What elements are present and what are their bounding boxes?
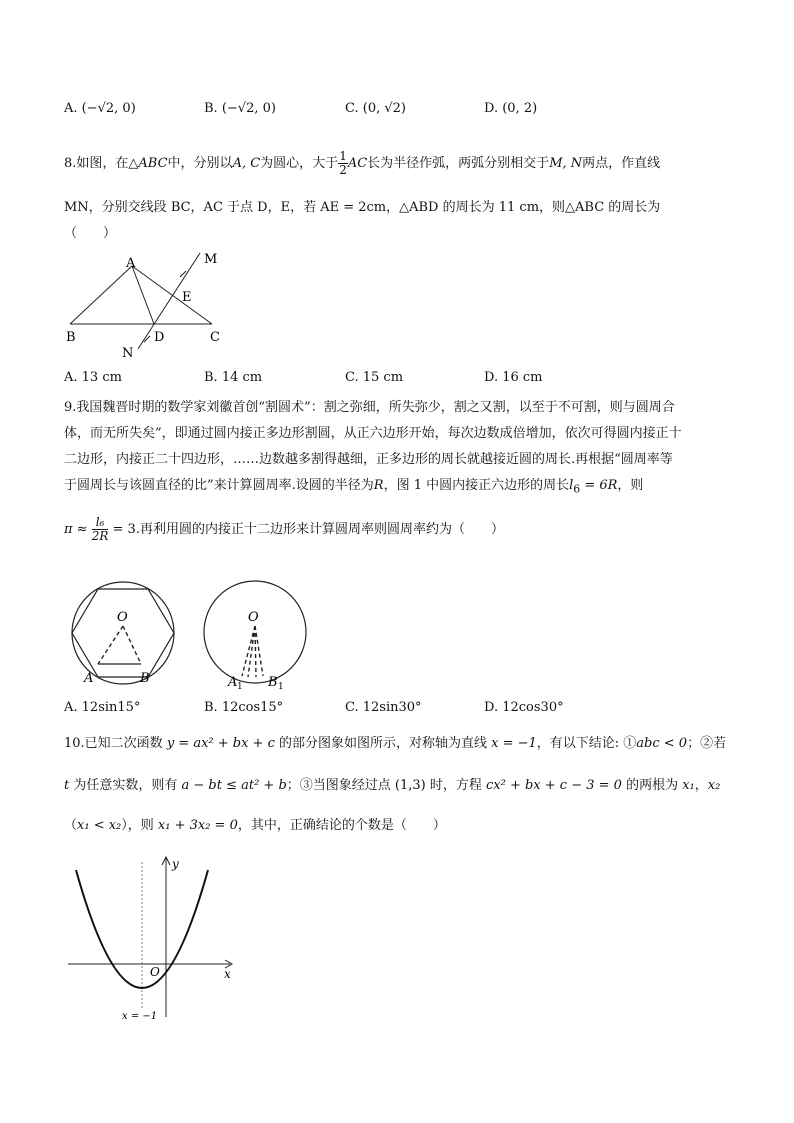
q9-stem-line4: 于圆周长与该圆直径的比”来计算圆周率.设圆的半径为R，图 1 中圆内接正六边形的周长$l_6 = 6R$，则	[64, 478, 644, 496]
q10-graph-label-x: x	[224, 967, 231, 981]
q10-stem-line1: 10.已知二次函数 y = ax² + bx + c 的部分图象如图所示，对称轴为直线 x = −1，有以下结论: ①abc < 0；②若	[64, 736, 727, 751]
q8-label-d: D	[154, 330, 165, 345]
q9-stem-line2: 体，而无所失矣”，即通过圆内接正多边形割圆，从正六边形开始，每次边数成倍增加，依次可得圆内接正十	[64, 426, 682, 441]
q9-fig2-label-o: O	[248, 610, 259, 625]
q9-fig2-label-a1: A	[228, 675, 238, 690]
q7-option-b: B. (−√2, 0)	[204, 101, 276, 116]
q7-option-a: A. (−√2, 0)	[64, 101, 136, 116]
q8-label-e: E	[182, 290, 192, 305]
q9-fig1-label-b: B	[140, 671, 150, 686]
q10-stem-line3: （x₁ < x₂），则 x₁ + 3x₂ = 0，其中，正确结论的个数是（ ）	[64, 818, 446, 833]
q8-option-d: D. 16 cm	[484, 370, 543, 385]
q9-option-a: A. 12sin15°	[64, 700, 141, 715]
q9-figure-1	[64, 574, 182, 692]
q9-option-d: D. 12cos30°	[484, 700, 564, 715]
q9-stem-line1: 9.我国魏晋时期的数学家刘徽首创“割圆术”：割之弥细，所失弥少，割之又割，以至于不可割，则与圆周合	[64, 400, 675, 415]
q9-figure-2	[200, 574, 310, 692]
q10-graph-label-y: y	[172, 857, 179, 871]
q7-option-d: D. (0, 2)	[484, 101, 538, 116]
q10-graph	[64, 852, 244, 1024]
q10-graph-label-o: O	[150, 965, 160, 979]
q10-stem-line2: t 为任意实数，则有 a − bt ≤ at² + b；③当图象经过点 (1,3) 时，方程 cx² + bx + c − 3 = 0 的两根为 x₁，x₂	[64, 778, 721, 793]
q10-graph-label-axis: x = −1	[122, 1011, 158, 1022]
q8-label-n: N	[122, 346, 134, 361]
q8-option-c: C. 15 cm	[345, 370, 404, 385]
q8-label-a: A	[126, 256, 136, 271]
q8-figure	[60, 245, 240, 363]
q9-option-b: B. 12cos15°	[204, 700, 284, 715]
q9-fig2-label-a1-sub: 1	[237, 682, 243, 692]
q9-fig2-label-b1-sub: 1	[278, 682, 284, 692]
q9-stem-line3: 二边形，内接正二十四边形，……边数越多割得越细，正多边形的周长就越接近圆的周长.再根据“圆周率等	[64, 452, 673, 467]
q9-option-c: C. 12sin30°	[345, 700, 422, 715]
q9-fig1-label-o: O	[117, 610, 128, 625]
q8-label-c: C	[210, 330, 220, 345]
q9-fraction-pi: $\frac{\text{l₆}}{2R}$	[91, 515, 109, 543]
q8-stem-line1: 8.如图，在△ABC中，分别以A, C为圆心，大于 $\frac{1}{2}$ AC长为半径作弧，两弧分别相交于M, N两点，作直线	[64, 149, 661, 177]
q8-label-b: B	[66, 330, 76, 345]
q8-fraction-half: $\frac{1}{2}$	[339, 149, 347, 177]
q8-label-m: M	[204, 252, 218, 267]
q8-stem-line3: （ ）	[64, 226, 117, 241]
q8-option-a: A. 13 cm	[64, 370, 122, 385]
q8-stem-line2: MN，分别交线段 BC，AC 于点 D，E，若 AE = 2cm，△ABD 的周长为 11 cm，则△ABC 的周长为	[64, 200, 661, 215]
q9-fig2-label-b1: B	[268, 675, 278, 690]
q7-option-c: C. (0, √2)	[345, 101, 406, 116]
q8-option-b: B. 14 cm	[204, 370, 263, 385]
q9-fig1-label-a: A	[84, 671, 94, 686]
q9-stem-line5: π ≈ $\frac{\text{l₆}}{2R}$ = 3.再利用圆的内接正十二边形来计算圆周率则圆周率约为（ ）	[64, 515, 504, 543]
